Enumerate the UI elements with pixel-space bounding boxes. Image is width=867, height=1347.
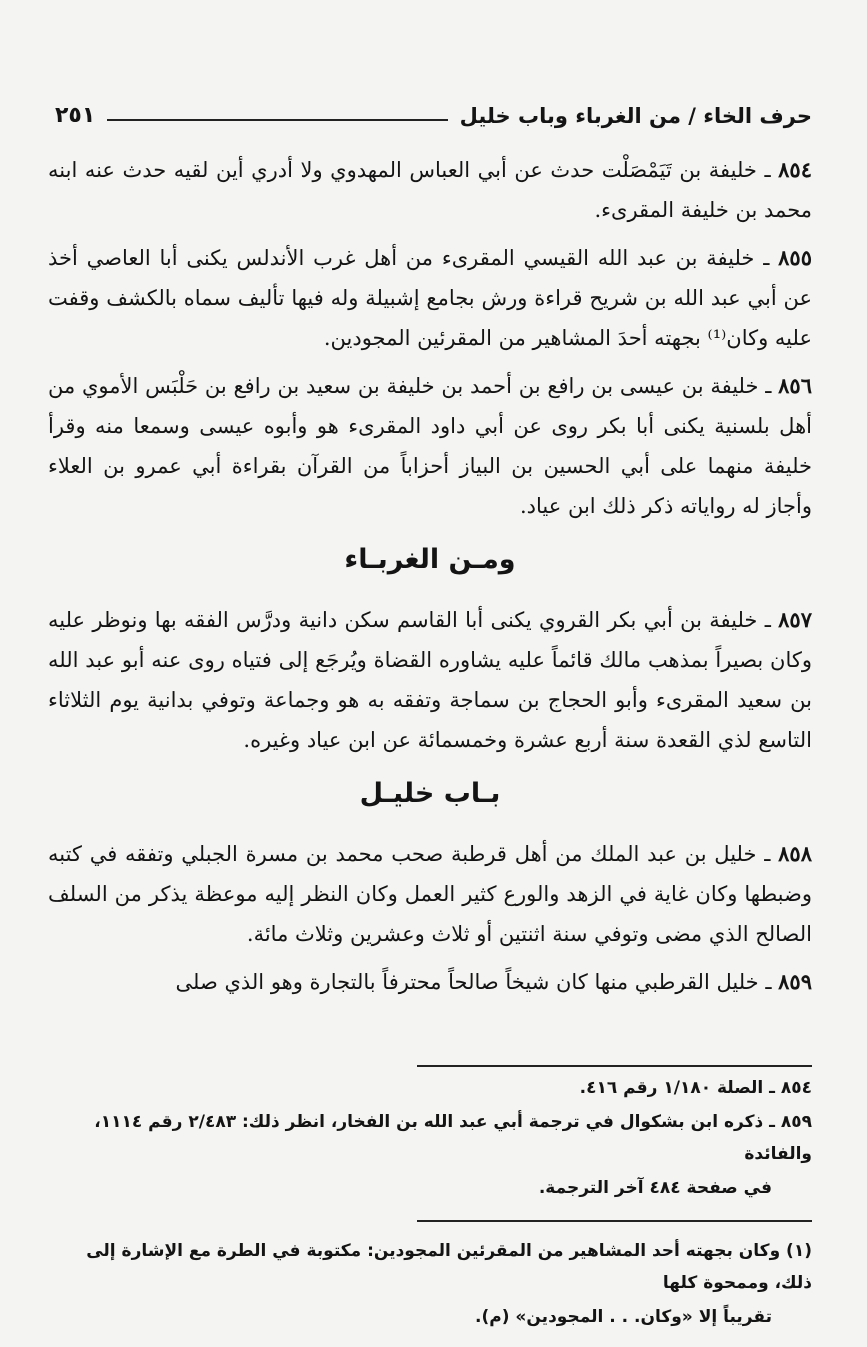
entry-856: ٨٥٦ ـ خليفة بن عيسى بن رافع بن أحمد بن خليفة بن سعيد بن رافع بن حَلْبَس الأموي من أهل بلسنية يكنى أبا بكر روى عن أبي داود المقرىء هو وأبوه عيسى وسمعا منه وقرأ خليفة منهما على أبي الحسين بن البياز أحزاباً من القرآن بقراءة أبي عمرو بن العلاء وأجاز له رواياته ذكر ذلك ابن عياد. xyxy=(48,373,812,518)
running-header xyxy=(55,88,812,128)
header-rule xyxy=(107,119,447,121)
entry-857: ٨٥٧ ـ خليفة بن أبي بكر القروي يكنى أبا القاسم سكن دانية ودرَّس الفقه بها ونوظر عليه وكان بصيراً بمذهب مالك قائماً عليه يشاوره القضاة ويُرجَع إلى فتياه روى عنه أبو عبد الله بن سعيد المقرىء وأبو الحجاج بن سماجة وتفقه به هو وجماعة وتوفي بدانية يوم الثلاثاء التاسع لذي القعدة سنة أربع عشرة وخمسمائة عن ابن عياد وغيره. xyxy=(48,607,812,752)
header-title: حرف الخاء / من الغرباء وباب خليل xyxy=(459,104,812,128)
entry-855: ٨٥٥ ـ خليفة بن عبد الله القيسي المقرىء من أهل غرب الأندلس يكنى أبا العاصي أخذ عن أبي عبد الله بن شريح قراءة ورش بجامع إشبيلة وله فيها تأليف سماه بالكشف وقفت عليه وكان⁽¹⁾ بجهته أحدَ المشاهير من المقرئين المجودين. xyxy=(48,245,812,350)
entry-858: ٨٥٨ ـ خليل بن عبد الملك من أهل قرطبة صحب محمد بن مسرة الجبلي وتفقه في كتبه وضبطها وكان غاية في الزهد والورع كثير العمل وكان النظر إليه موعظة يذكر من السلف الصالح الذي مضى وتوفي سنة اثنتين أو ثلاث وعشرين وثلاث مائة. xyxy=(48,841,812,946)
footnote-1-line1: (١) وكان بجهته أحد المشاهير من المقرئين المجودين: مكتوبة في الطرة مع الإشارة إلى ذلك، وممحوة كلها xyxy=(86,1241,812,1293)
footnote-rule xyxy=(417,1220,812,1222)
note-859-line1: ٨٥٩ ـ ذكره ابن بشكوال في ترجمة أبي عبد الله بن الفخار، انظر ذلك: ٢/٤٨٣ رقم ١١١٤، والفائدة xyxy=(94,1112,812,1164)
note-854: ٨٥٤ ـ الصلة ١/١٨٠ رقم ٤١٦. xyxy=(579,1078,812,1098)
section-heading-khalil: بـاب خليـل xyxy=(359,778,501,809)
entry-854: ٨٥٤ ـ خليفة بن تَيَمْصَلْت حدث عن أبي العباس المهدوي ولا أدري أين لقيه حدث عنه ابنه محمد بن خليفة المقرىء. xyxy=(48,157,812,222)
footnotes xyxy=(48,1235,812,1335)
note-859-line2: في صفحة ٤٨٤ آخر الترجمة. xyxy=(538,1178,772,1198)
section-heading-strangers: ومـن الغربـاء xyxy=(344,544,516,575)
main-text xyxy=(48,150,812,1010)
notes-rule xyxy=(417,1065,812,1067)
page-number: ٢٥١ xyxy=(55,103,96,128)
entry-859: ٨٥٩ ـ خليل القرطبي منها كان شيخاً صالحاً محترفاً بالتجارة وهو الذي صلى xyxy=(175,969,812,994)
editor-notes xyxy=(48,1072,812,1206)
footnote-1-line2: تقريباً إلا «وكان. . . المجودين» (م). xyxy=(475,1307,772,1327)
